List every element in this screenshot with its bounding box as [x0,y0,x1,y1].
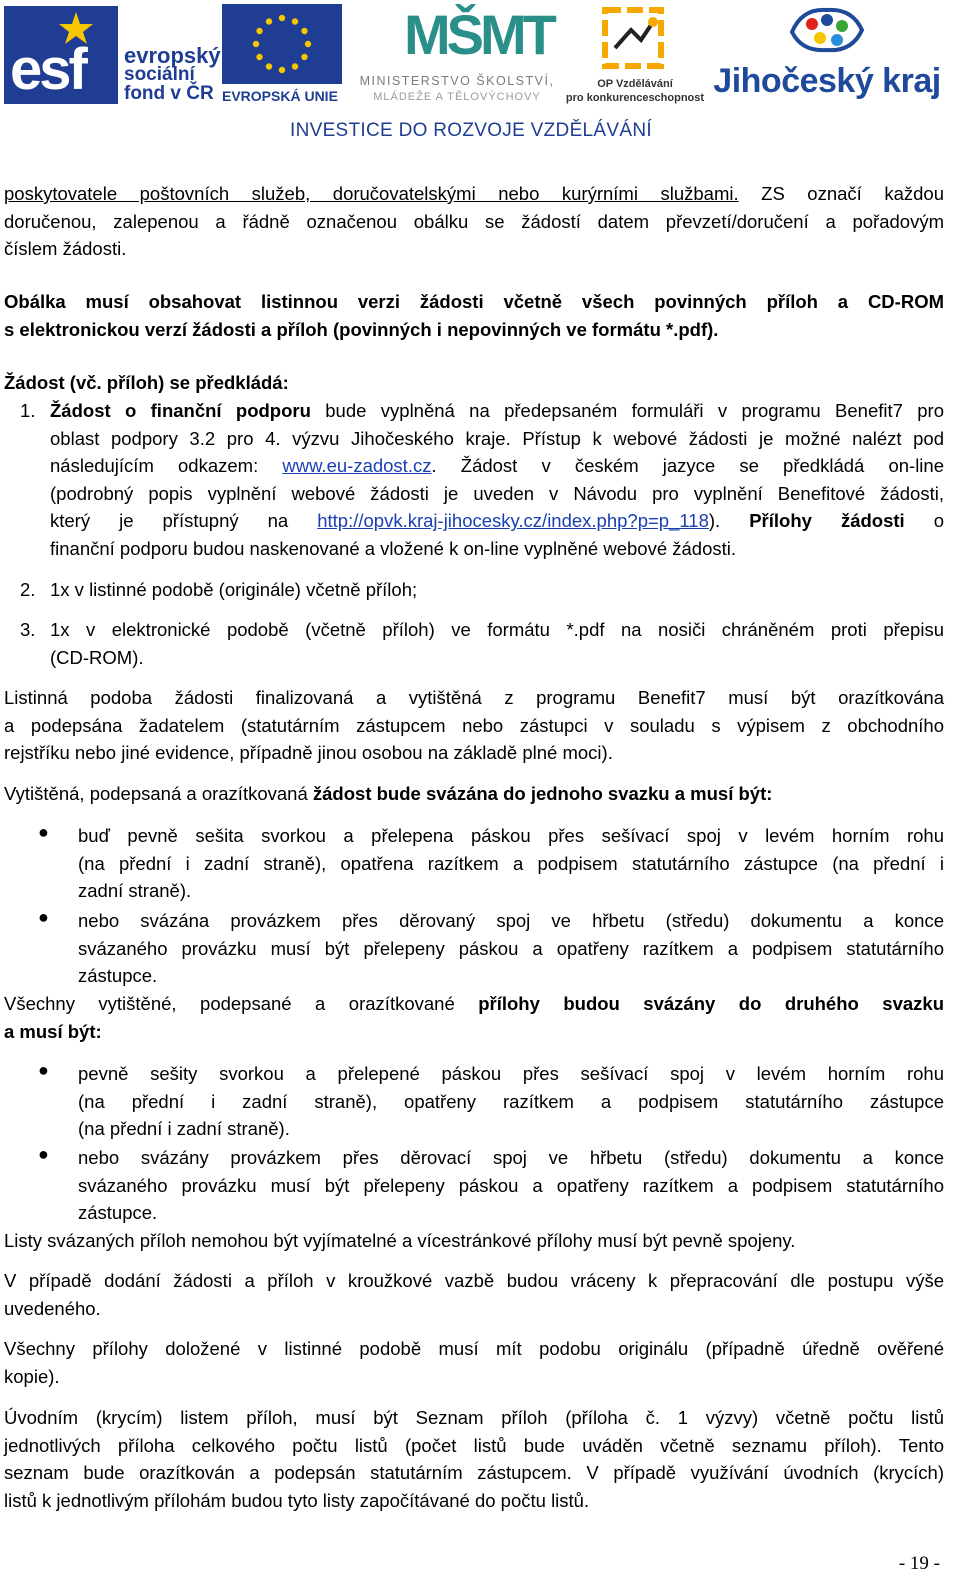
bullet-dot: ● [38,1144,49,1164]
bullet4-text [78,1144,944,1227]
cover-line2: jednotlivých příloha celkového počtu listů (počet listů bude uváděn včetně seznamu příloh). Tento [4,1434,944,1456]
item1-line6: finanční podporu budou naskenované a vložené k on-line vyplněné webové žádosti. [50,537,737,559]
eu-label: EVROPSKÁ UNIE [222,88,338,104]
envelope-line1: Obálka musí obsahovat listinnou verzi žádosti včetně všech povinných příloh a CD-ROM [4,291,944,312]
item1-line5c: o [904,510,944,532]
envelope-line2: s elektronickou verzí žádosti a příloh (povinných i nepovinných ve formátu *.pdf). [4,318,719,340]
paragraph-printed-form [4,684,944,767]
msmt-line1: MINISTERSTVO ŠKOLSTVÍ, [359,74,555,88]
bullet1-line1: buď pevně sešita svorkou a přelepena páskou přes sešívací spoj v levém horním rohu [78,825,944,846]
ring-line1: V případě dodání žádosti a příloh v kroužkové vazbě budou vráceny k přepracování dle postupu výše [4,1270,944,1291]
bundle2-bold-line2: a musí být: [4,1020,102,1042]
bullet4-line3: zástupce. [78,1202,158,1224]
bundle1-text: Vytištěná, podepsaná a orazítkovaná [4,783,313,804]
item1-line3a: následujícím odkazem: [50,455,283,477]
paragraph-ring-binding [4,1267,944,1322]
opvk-line2: pro konkurenceschopnost [565,92,705,104]
esf-line2: sociální [124,64,195,85]
item3-text [50,616,944,671]
bullet2-line1: nebo svázána provázkem přes děrovaný spoj ve hřbetu (středu) dokumentu a konce [78,910,944,931]
region-logo [712,2,942,106]
paragraph-bundle1 [4,780,944,808]
bundle2-text: Všechny vytištěné, podepsané a orazítkované [4,993,479,1014]
originals-line1: Všechny přílohy doložené v listinné podobě musí mít podobu originálu (případně úředně ověřené [4,1338,944,1359]
paragraph-bound-sheets: Listy svázaných příloh nemohou být vyjímatelné a vícestránkové přílohy musí být pevně spojeny. [4,1230,796,1251]
eu-logo [222,4,342,104]
bullet3-text [78,1060,944,1143]
item3-line2: (CD-ROM). [50,646,144,668]
esf-line3: fond v ČR [124,83,214,104]
esf-text [124,43,221,104]
item1-line1: bude vyplněná na předepsaném formuláři v programu Benefit7 pro [310,400,944,421]
heading-submission: Žádost (vč. příloh) se předkládá: [4,372,289,393]
delivery-line3: číslem žádosti. [4,238,127,260]
bullet2-text [78,907,944,990]
bullet2-line3: zástupce. [78,965,158,987]
bullet1-line3: zadní straně). [78,880,192,902]
paragraph-cover-sheet [4,1404,944,1514]
bullet1-line2: (na přední i zadní straně), opatřena razítkem a podpisem statutárního zástupce (na přední i [78,852,944,874]
item1-line3b: . Žádost v českém jazyce se předkládá on-line [431,455,944,477]
esf-logo [4,6,221,104]
delivery-underlined: poskytovatele poštovních služeb, doručovatelskými nebo kurýrními službami. [4,183,739,204]
esf-letters: esf [10,37,85,102]
bullet2-line2: svázaného provázku musí být přelepeny páskou a opatřeny razítkem a podpisem statutárního [78,937,944,959]
bullet3-line2: (na přední i zadní straně), opatřeny razítkem a podpisem statutárního zástupce [78,1090,944,1112]
item3-number: 3. [20,619,36,640]
opvk-emblem-icon [601,4,665,72]
bundle1-bold: žádost bude svázána do jednoho svazku a musí být: [312,783,773,804]
msmt-logo [352,2,562,107]
item1-line5b: ). [708,510,750,532]
item1-text [50,397,944,563]
region-label: Jihočeský kraj [713,62,941,100]
bullet-dot: ● [38,822,49,842]
item1-line4: (podrobný popis vyplnění webové žádosti je uveden v Návodu pro vyplnění Benefitové žádosti, [50,482,944,504]
cover-line4: listů k jednotlivým přílohám budou tyto listy započítávané do počtu listů. [4,1489,590,1511]
printed-line3: rejstříku nebo jiné evidence, případně jinou osobou na základě plné moci). [4,742,613,764]
bundle2-bold: přílohy budou svázány do druhého svazku [478,993,944,1014]
ring-line2: uvedeného. [4,1297,101,1319]
printed-line1: Listinná podoba žádosti finalizovaná a vytištěná z programu Benefit7 musí být orazítkována [4,687,944,708]
paragraph-originals [4,1335,944,1390]
bullet1-text [78,822,944,905]
cover-line1: Úvodním (krycím) listem příloh, musí být Seznam příloh (příloha č. 1 výzvy) včetně počtu listů [4,1407,944,1428]
opvk-logo [565,4,705,106]
eu-zadost-link[interactable]: www.eu-zadost.cz [282,455,432,477]
item1-line5a: který je přístupný na [50,510,318,532]
item2-text: 1x v listinné podobě (originále) včetně příloh; [50,579,418,600]
eu-flag-icon [222,4,342,84]
delivery-text: ZS označí každou [738,183,944,204]
bullet4-line2: svázaného provázku musí být přelepeny páskou a opatřeny razítkem a podpisem statutárního [78,1174,944,1196]
msmt-mark: MŠMT [404,3,553,66]
item1-bold: Žádost o finanční podporu [50,400,311,421]
item1-line5-bold: Přílohy žádosti [749,510,905,532]
paragraph-envelope [4,288,944,343]
logo-header [0,0,960,150]
printed-line2: a podepsána žadatelem (statutárním zástupcem nebo zástupci v souladu s výpisem z obchodního [4,714,944,736]
paragraph-bundle2 [4,990,944,1045]
item1-line2: oblast podpory 3.2 pro 4. výzvu Jihočeského kraje. Přístup k webové žádosti je možné nalézt pod [50,427,944,449]
bullet-dot: ● [38,1060,49,1080]
opvk-link[interactable]: http://opvk.kraj-jihocesky.cz/index.php?p=p_118 [317,510,709,532]
esf-line1: evropský [124,43,221,68]
esf-mark [4,6,118,104]
msmt-line2: MLÁDEŽE A TĚLOVÝCHOVY [373,91,541,103]
bullet4-line1: nebo svázány provázkem přes děrovací spoj ve hřbetu (středu) dokumentu a konce [78,1147,944,1168]
bullet3-line3: (na přední i zadní straně). [78,1118,290,1140]
item1-number: 1. [20,400,36,421]
originals-line2: kopie). [4,1365,60,1387]
paragraph-delivery [4,180,944,263]
region-emblem-icon [782,2,872,58]
delivery-line2: doručenou, zalepenou a řádně označenou obálku se žádostí datem převzetí/doručení a pořadovým [4,210,944,232]
cover-line3: seznam bude orazítkován a podepsán statutárním zástupcem. V případě využívání úvodních (krycích) [4,1462,944,1484]
page-number: - 19 - [898,1553,940,1574]
bullet-dot: ● [38,907,49,927]
item3-line1: 1x v elektronické podobě (včetně příloh) ve formátu *.pdf na nosiči chráněném proti přepisu [50,619,944,640]
bullet3-line1: pevně sešity svorkou a přelepené páskou přes sešívací spoj v levém horním rohu [78,1063,944,1084]
tagline: INVESTICE DO ROZVOJE VZDĚLÁVÁNÍ [290,120,652,141]
item2-number: 2. [20,579,36,600]
opvk-line1: OP Vzdělávání [597,78,673,90]
